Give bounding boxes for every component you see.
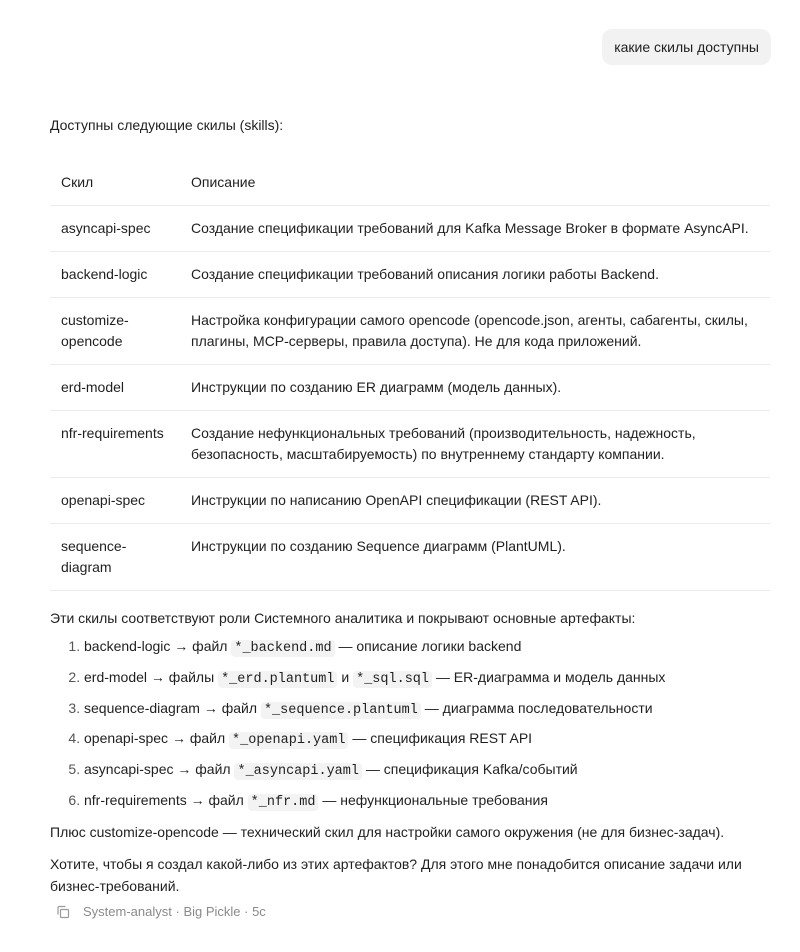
message-meta <box>83 904 266 919</box>
artifact-arrow-text: → файл <box>168 730 230 747</box>
table-row <box>50 206 770 252</box>
table-row <box>50 524 770 591</box>
table-row <box>50 298 770 365</box>
skill-name-cell: erd-model <box>50 365 180 411</box>
skill-name-cell: sequence-diagram <box>50 524 180 591</box>
artifact-file: *_sequence.plantuml <box>261 702 421 719</box>
copy-icon[interactable] <box>56 905 70 919</box>
table-row <box>50 478 770 524</box>
skill-name-cell: nfr-requirements <box>50 411 180 478</box>
artifact-skill: erd-model <box>84 668 148 685</box>
artifact-file: *_openapi.yaml <box>229 732 348 749</box>
artifact-description: — описание логики backend <box>334 638 522 654</box>
table-row <box>50 411 770 478</box>
list-item <box>84 667 770 690</box>
list-item <box>84 759 770 782</box>
agent-name: System-analyst <box>83 904 172 920</box>
column-header-skill: Скил <box>50 160 180 206</box>
artifact-skill: nfr-requirements <box>84 791 187 808</box>
artifact-description: — диаграмма последовательности <box>420 699 653 716</box>
list-item <box>84 636 770 659</box>
user-message-text: какие скилы доступны <box>614 39 759 55</box>
skill-description-cell: Инструкции по созданию ER диаграмм (модель данных). <box>180 365 770 411</box>
table-row <box>50 365 770 411</box>
skill-name-cell: openapi-spec <box>50 478 180 524</box>
response-time: 5c <box>252 904 266 920</box>
artifact-arrow-text: → файл <box>199 699 261 716</box>
artifacts-intro: Эти скилы соответствуют роли Системного аналитика и покрывают основные артефакты: <box>50 610 636 626</box>
artifact-skill: openapi-spec <box>84 730 169 747</box>
assistant-intro: Доступны следующие скилы (skills): <box>50 117 284 133</box>
artifact-arrow-text: → файл <box>186 791 248 808</box>
artifact-arrow-text: → файл <box>173 761 235 778</box>
list-item <box>84 790 770 813</box>
artifact-file: *_erd.plantuml <box>218 671 337 688</box>
skill-name-cell: customize-opencode <box>50 298 180 365</box>
meta-separator: · <box>240 904 253 920</box>
skill-description-cell: Создание нефункциональных требований (производительность, надежность, безопасность, масштабируемость) по внутреннему стандарту компании. <box>180 411 770 478</box>
column-header-description: Описание <box>180 160 770 206</box>
artifact-arrow-text: → файл <box>170 638 232 654</box>
artifact-description: — нефункциональные требования <box>318 791 548 808</box>
artifact-skill: backend-logic <box>84 638 171 654</box>
artifact-description: — спецификация Kafka/событий <box>362 761 578 778</box>
artifact-skill: asyncapi-spec <box>84 761 174 778</box>
artifact-join-text: и <box>337 668 354 685</box>
user-message-bubble <box>602 29 771 65</box>
meta-separator: · <box>171 904 184 920</box>
artifacts-list <box>50 636 770 813</box>
model-name: Big Pickle <box>183 904 241 920</box>
skills-table <box>50 160 770 591</box>
assistant-message <box>50 114 770 923</box>
skill-name-cell: backend-logic <box>50 252 180 298</box>
artifact-file: *_backend.md <box>231 640 334 657</box>
artifact-description: — спецификация REST API <box>348 730 533 747</box>
message-footer <box>50 901 770 923</box>
table-row <box>50 252 770 298</box>
artifact-description: — ER-диаграмма и модель данных <box>432 668 666 685</box>
skill-description-cell: Создание спецификации требований описания логики работы Backend. <box>180 252 770 298</box>
skill-description-cell: Инструкции по созданию Sequence диаграмм (PlantUML). <box>180 524 770 591</box>
skill-description-cell: Инструкции по написанию OpenAPI спецификации (REST API). <box>180 478 770 524</box>
skill-name-cell: asyncapi-spec <box>50 206 180 252</box>
artifact-file: *_asyncapi.yaml <box>234 763 362 780</box>
offer-text: Хотите, чтобы я создал какой-либо из этих артефактов? Для этого мне понадобится описание задачи или бизнес-требований. <box>50 855 742 894</box>
list-item <box>84 728 770 751</box>
plus-note: Плюс customize-opencode — технический скил для настройки самого окружения (не для бизнес-задач). <box>50 823 725 840</box>
artifact-skill: sequence-diagram <box>84 699 200 716</box>
skill-description-cell: Создание спецификации требований для Kafka Message Broker в формате AsyncAPI. <box>180 206 770 252</box>
artifact-file-secondary: *_sql.sql <box>353 671 432 688</box>
skill-description-cell: Настройка конфигурации самого opencode (opencode.json, агенты, сабагенты, скилы, плагины, MCP-серверы, правила доступа). Не для кода приложений. <box>180 298 770 365</box>
list-item <box>84 698 770 721</box>
table-header-row <box>50 160 770 206</box>
artifact-arrow-text: → файлы <box>147 668 219 685</box>
artifact-file: *_nfr.md <box>248 794 319 811</box>
